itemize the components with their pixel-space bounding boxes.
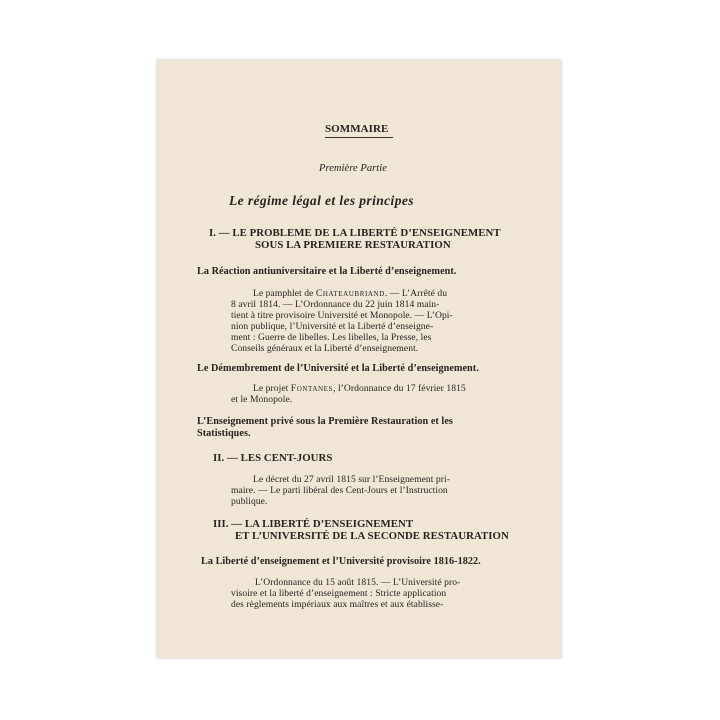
paragraph-1-line-2: 8 avril 1814. — L’Ordonnance du 22 juin 1814 main- bbox=[231, 299, 440, 310]
subsection-1-heading: La Réaction antiuniversitaire et la Liberté d’enseignement. bbox=[197, 266, 457, 277]
paragraph-3-line-2: maire. — Le parti libéral des Cent-Jours et l’Instruction bbox=[231, 485, 448, 496]
book-page bbox=[157, 60, 561, 658]
paragraph-2-line-1 bbox=[253, 383, 466, 394]
section-title: Le régime légal et les principes bbox=[229, 193, 414, 208]
paragraph-1-line-3: tient à titre provisoire Université et Monopole. — L’Opi- bbox=[231, 310, 453, 321]
paragraph-4-line-2: visoire et la liberté d’enseignement : Stricte application bbox=[231, 588, 447, 599]
paragraph-2-line-1-a: Le projet bbox=[253, 383, 291, 394]
chapter-3-heading-line-2: ET L’UNIVERSITÉ DE LA SECONDE RESTAURATION bbox=[235, 530, 509, 542]
paragraph-4-line-1: L’Ordonnance du 15 août 1815. — L’Université pro- bbox=[255, 577, 461, 588]
paragraph-1-line-4: nion publique, l’Université et la Liberté d’enseigne- bbox=[231, 321, 434, 332]
paragraph-1-line-5: ment : Guerre de libelles. Les libelles, la Presse, les bbox=[231, 332, 432, 343]
chapter-1-heading-line-1: I. — LE PROBLEME DE LA LIBERTÉ D’ENSEIGNEMENT bbox=[209, 227, 501, 239]
page-title: SOMMAIRE bbox=[325, 123, 389, 135]
paragraph-1-line-1 bbox=[253, 288, 447, 299]
paragraph-1-line-1-b: . — L’Arrêté du bbox=[384, 288, 448, 299]
paragraph-1-line-1-a: Le pamphlet de bbox=[253, 288, 316, 299]
chapter-1-heading-line-2: SOUS LA PREMIERE RESTAURATION bbox=[255, 239, 451, 251]
part-heading: Première Partie bbox=[319, 163, 387, 174]
subsection-4-heading: La Liberté d’enseignement et l’Université provisoire 1816-1822. bbox=[201, 556, 481, 567]
author-name-chateaubriand: Chateaubriand bbox=[315, 288, 385, 299]
paragraph-2-line-1-b: , l’Ordonnance du 17 février 1815 bbox=[333, 383, 466, 394]
paragraph-2-line-2: et le Monopole. bbox=[231, 394, 293, 405]
paragraph-3-line-3: publique. bbox=[231, 496, 268, 507]
paragraph-4-line-3: des règlements impériaux aux maîtres et aux établisse- bbox=[231, 599, 444, 610]
subsection-2-heading: Le Démembrement de l’Université et la Liberté d’enseignement. bbox=[197, 363, 479, 374]
subsection-3-heading-line-2: Statistiques. bbox=[197, 428, 251, 439]
author-name-fontanes: Fontanes bbox=[290, 383, 334, 394]
paragraph-3-line-1: Le décret du 27 avril 1815 sur l’Enseignement pri- bbox=[253, 474, 450, 485]
chapter-3-heading-line-1: III. — LA LIBERTÉ D’ENSEIGNEMENT bbox=[213, 518, 414, 530]
title-underline bbox=[325, 137, 393, 138]
paragraph-1-line-6: Conseils généraux et la Liberté d’enseignement. bbox=[231, 343, 419, 354]
chapter-2-heading: II. — LES CENT-JOURS bbox=[213, 452, 333, 464]
subsection-3-heading-line-1: L’Enseignement privé sous la Première Restauration et les bbox=[197, 416, 453, 427]
